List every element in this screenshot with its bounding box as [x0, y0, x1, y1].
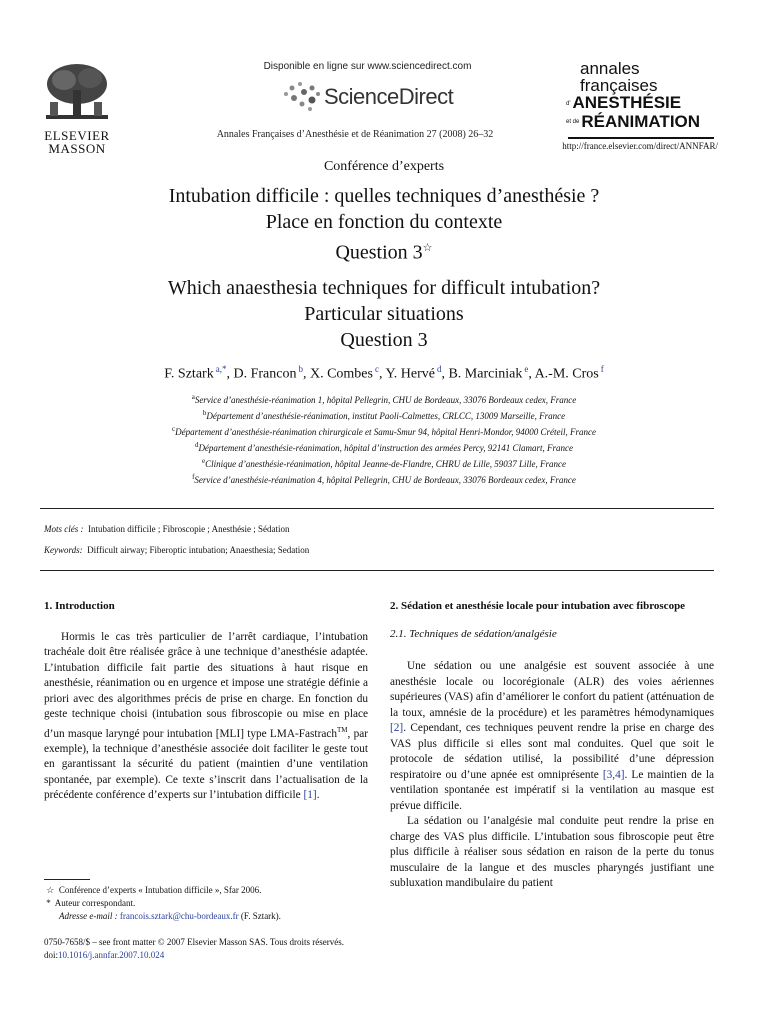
intro-text-b: , par exemple), la technique d’anesthésie associée doit faciliter le geste tout en garantissant la sécurité du patient (maintien d’une ventilation spontanée, par exemple). Ce texte s’inscrit dans l’actualisation de la précédente conférence d’experts sur l’intubation difficile	[44, 727, 368, 802]
affiliation-line	[0, 423, 768, 439]
sciencedirect-wordmark: ScienceDirect	[324, 84, 454, 109]
footnote-star-mark: ☆	[46, 885, 55, 895]
title-french-line1: Intubation difficile : quelles techniques d’anesthésie ?	[168, 185, 600, 207]
available-online-text: Disponible en ligne sur www.sciencedirect.com	[263, 61, 472, 72]
affiliation-line	[0, 455, 768, 471]
keywords-english	[44, 545, 309, 555]
affiliation-line	[0, 391, 768, 407]
sedation-paragraph-2: La sédation ou l’analgésie mal conduite peut rendre la prise en charge des VAS plus difficile. L’intubation sous fibroscopie peut être plus difficile à réaliser sous sédation en raison de la perte du tonus musculaire de la langue et des muscles pharyngés justifiant une subluxation mandibulaire du patient	[390, 815, 714, 889]
author-name: X. Combes	[309, 366, 373, 382]
title-french	[0, 183, 768, 266]
author-separator: ,	[528, 366, 535, 382]
affiliation-line	[0, 439, 768, 455]
affiliation-mark: a	[191, 393, 195, 401]
p1-text-c: . Le maintien de la ventilation spontanée est impératif si la ventilation au masque est prévue difficile.	[390, 768, 714, 812]
keywords-french-label: Mots clés :	[44, 524, 84, 534]
affiliation-mark: b	[202, 409, 207, 417]
section-label: Conférence d’experts	[323, 159, 445, 174]
affiliation-text: Service d’anesthésie-réanimation 4, hôpital Pellegrin, CHU de Bordeaux, 33076 Bordeaux cedex, France	[194, 475, 576, 485]
keywords-english-value: Difficult airway; Fiberoptic intubation; Anaesthesia; Sedation	[87, 545, 310, 555]
author-separator: ,	[302, 366, 310, 382]
author-separator: ,	[378, 366, 386, 382]
author-affiliation-mark[interactable]: c	[374, 364, 379, 374]
author-separator: ,	[441, 366, 449, 382]
column-right	[390, 599, 714, 892]
sciencedirect-dots-icon	[280, 80, 322, 114]
footnote-asterisk-mark: *	[46, 898, 51, 908]
keywords-french-value: Intubation difficile ; Fibroscopie ; Anesthésie ; Sédation	[88, 524, 290, 534]
elsevier-tree-icon	[40, 60, 114, 124]
title-english	[0, 275, 768, 353]
affiliation-line	[0, 407, 768, 423]
affiliation-mark: e	[202, 457, 206, 465]
affiliation-mark: f	[192, 473, 195, 481]
affiliation-text: Département d’anesthésie-réanimation, institut Paoli-Calmettes, CRLCC, 13009 Marseille, France	[206, 411, 566, 421]
journal-logo-prefix3: d'	[566, 100, 571, 107]
p1-text-a: Une sédation ou une analgésie est souvent associée à une anesthésie locale ou locorégionale (ALR) des voies aériennes supérieures (VAS) afin d’améliorer le confort du patient (atténuation de la toux, amnésie de la procédure) et les paramètres hémodynamiques	[390, 660, 714, 719]
divider-top	[40, 508, 714, 509]
elsevier-masson-logo	[40, 60, 118, 155]
email-link[interactable]: francois.sztark@chu-bordeaux.fr	[119, 911, 239, 921]
affiliation-line	[0, 471, 768, 487]
journal-logo-line1: annales	[580, 59, 640, 78]
affiliation-text: Département d’anesthésie-réanimation, hôpital d’instruction des armées Percy, 92141 Clamart, France	[198, 443, 574, 453]
footnote-star	[44, 884, 261, 897]
heading-introduction: 1. Introduction	[44, 600, 115, 612]
title-french-line2: Place en fonction du contexte	[265, 211, 503, 233]
email-suffix: (F. Sztark).	[238, 911, 281, 921]
affiliation-list	[0, 391, 768, 487]
journal-logo-line3	[566, 94, 716, 113]
affiliation-text: Clinique d’anesthésie-réanimation, hôpital Jeanne-de-Flandre, CHRU de Lille, 59037 Lille, France	[205, 459, 566, 469]
title-footnote-mark[interactable]: ☆	[422, 242, 433, 254]
footnote-asterisk	[44, 897, 135, 910]
column-left	[44, 599, 368, 804]
introduction-paragraph	[44, 630, 368, 804]
author-affiliation-mark[interactable]: f	[600, 364, 604, 374]
p1-text-b: . Cependant, ces techniques peuvent rendre la prise en charge des VAS plus difficile si elles sont mal conduites. Quel que soit le protocole de sédation utilisé, la possibilité d’une dépression respiratoire ou d’une apnée est omniprésente	[390, 722, 714, 781]
author-list	[0, 364, 768, 383]
footnote-divider	[44, 879, 90, 880]
author-name: Y. Hervé	[385, 366, 435, 382]
keywords-english-label: Keywords:	[44, 545, 83, 555]
journal-logo-reanimation: RÉANIMATION	[581, 111, 701, 131]
journal-logo-prefix4: et de	[566, 119, 580, 126]
affiliation-mark: c	[172, 425, 176, 433]
sedation-paragraph-1	[390, 659, 714, 814]
author-separator: ,	[226, 366, 234, 382]
issn-copyright-line	[44, 936, 344, 949]
doi-line	[44, 949, 164, 962]
doi-label: doi:	[44, 950, 59, 960]
heading-sedation: 2. Sédation et anesthésie locale pour intubation avec fibroscope	[390, 600, 686, 612]
reference-link-2[interactable]: [2]	[390, 722, 404, 734]
affiliation-text: Service d’anesthésie-réanimation 1, hôpital Pellegrin, CHU de Bordeaux, 33076 Bordeaux cedex, France	[194, 395, 577, 405]
author-affiliation-mark[interactable]: e	[524, 364, 529, 374]
subheading-techniques: 2.1. Techniques de sédation/analgésie	[390, 627, 557, 640]
journal-citation: Annales Françaises d’Anesthésie et de Réanimation 27 (2008) 26–32	[216, 129, 494, 140]
trademark-mark: TM	[337, 725, 348, 734]
journal-logo-line4	[566, 113, 716, 132]
elsevier-label: ELSEVIER	[44, 128, 110, 143]
masson-label: MASSON	[48, 141, 106, 156]
email-label: Adresse e-mail :	[59, 911, 118, 921]
divider-bottom	[40, 570, 714, 571]
journal-logo-line2: françaises	[580, 76, 658, 95]
author-name: F. Sztark	[164, 366, 214, 382]
sciencedirect-logo[interactable]	[280, 80, 480, 114]
title-english-line2: Particular situations	[304, 303, 464, 325]
issn-text: 0750-7658/$ – see front matter	[44, 937, 156, 947]
affiliation-text: Département d’anesthésie-réanimation chirurgicale et Samu-Smur 94, hôpital Henri-Mondor, 94000 Créteil, France	[175, 427, 596, 437]
title-french-question: Question 3	[335, 241, 423, 264]
title-english-line3: Question 3	[340, 329, 428, 351]
copyright-text: 2007 Elsevier Masson SAS. Tous droits réservés.	[164, 937, 345, 947]
journal-logo	[566, 60, 716, 131]
author-affiliation-mark[interactable]: a,*	[215, 364, 227, 374]
affiliation-mark: d	[194, 441, 199, 449]
author-name: D. Francon	[233, 366, 297, 382]
reference-link-3-4[interactable]: [3,4]	[602, 768, 625, 781]
footnote-email	[59, 910, 281, 923]
author-name: B. Marciniak	[448, 366, 523, 382]
title-english-line1: Which anaesthesia techniques for difficult intubation?	[167, 277, 601, 299]
journal-logo-anesthesie: ANESTHÉSIE	[572, 93, 682, 112]
footnote-asterisk-text: Auteur correspondant.	[54, 898, 136, 908]
journal-url[interactable]: http://france.elsevier.com/direct/ANNFAR/	[562, 141, 718, 151]
author-affiliation-mark[interactable]: b	[298, 364, 303, 374]
title-french-line3	[0, 235, 768, 266]
keywords-french	[44, 524, 290, 534]
author-affiliation-mark[interactable]: d	[436, 364, 442, 374]
copyright-icon: ©	[157, 937, 165, 947]
doi-link[interactable]: 10.1016/j.annfar.2007.10.024	[58, 950, 165, 960]
reference-link-1[interactable]: [1]	[303, 789, 317, 802]
journal-logo-rule	[568, 137, 714, 139]
author-name: A.-M. Cros	[534, 366, 599, 382]
footnote-star-text: Conférence d’experts « Intubation difficile », Sfar 2006.	[58, 885, 262, 895]
intro-text-c: .	[316, 789, 320, 802]
intro-text-a: Hormis le cas très particulier de l’arrêt cardiaque, l’intubation trachéale doit être réalisée grâce à une technique d’anesthésie adaptée. L’intubation difficile fait partie des situations à haut risque en anesthésie, réanimation ou en urgence et impose une stratégie définie a priori avec des algorithmes précis de prise en charge. En fonction du geste technique choisi (intubation sous fibroscopie ou mise en place d’un masque laryngé pour intubation [MLI] type LMA-Fastrach	[44, 630, 368, 740]
